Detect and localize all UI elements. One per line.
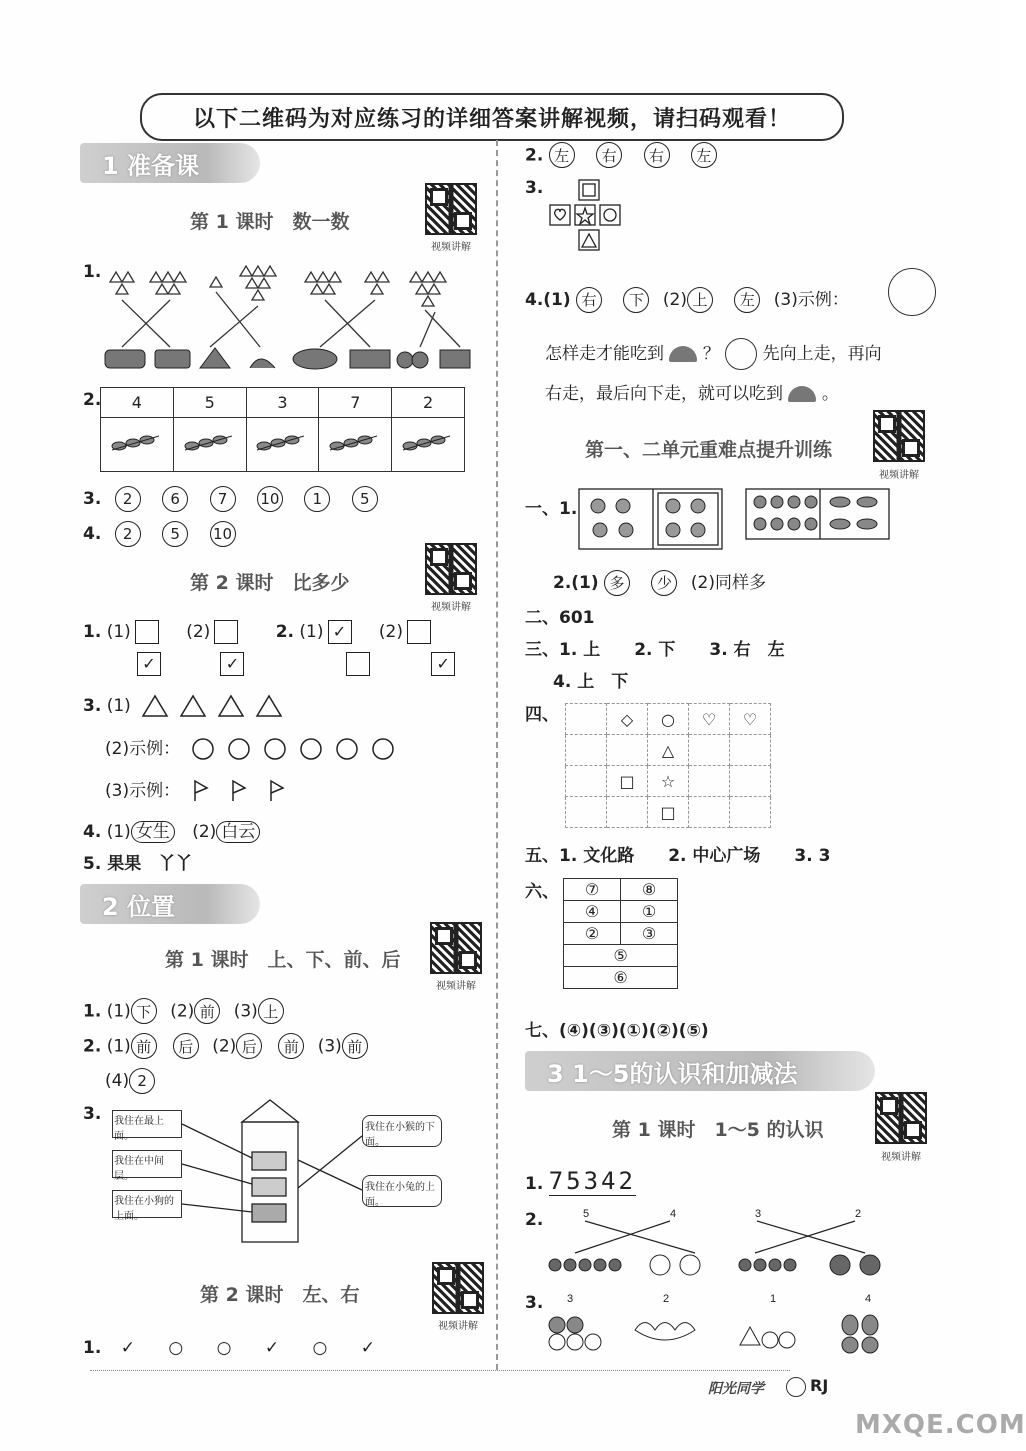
circled-answer: 右 <box>644 142 670 168</box>
answer-row-b4 <box>83 817 260 842</box>
matching-illustration-2 <box>545 1205 895 1280</box>
lesson-title-c1l2: 第 2 课时 比多少 <box>190 572 350 594</box>
position-cell: ⑥ <box>564 967 678 989</box>
part-label: (1) <box>106 1001 131 1022</box>
question-label: 4. <box>83 822 102 842</box>
count-cell: 2 <box>392 388 465 418</box>
circled-answer: 后 <box>236 1033 262 1059</box>
circled-answer: 下 <box>623 287 649 313</box>
question-label: 一、1. <box>525 499 578 519</box>
circled-answer: 前 <box>131 1033 157 1059</box>
circled-answer: 左 <box>734 287 760 313</box>
question-label: 4. <box>83 524 102 544</box>
answer-r4: 三、1. 上 2. 下 3. 右 左 <box>525 640 785 660</box>
position-cell: ③ <box>621 923 678 945</box>
circled-answer: 1 <box>304 486 330 512</box>
part-label: (2) <box>192 822 217 842</box>
circled-answer: 少 <box>651 570 677 596</box>
count-cell: 7 <box>319 388 392 418</box>
circled-answer: 女生 <box>131 821 175 843</box>
shape-grid: ◇ ○ ♡ ♡ △ □ ☆ □ <box>565 703 771 828</box>
answer-row-r1 <box>83 1338 389 1358</box>
circled-answer: 后 <box>173 1033 199 1059</box>
answer-r7: 五、1. 文化路 2. 中心广场 3. 3 <box>525 846 831 866</box>
count-cell: 5 <box>173 388 246 418</box>
circled-answer: 2 <box>129 1068 155 1094</box>
leaf-branch-icon <box>173 418 246 472</box>
circled-answer: 左 <box>691 142 717 168</box>
answer-row-p2-4 <box>105 1068 163 1094</box>
chapter-2-header: 2 位置 <box>80 884 260 924</box>
qr-code-icon[interactable] <box>875 1092 927 1144</box>
part-label: (3) <box>317 1036 342 1057</box>
qr-code-icon[interactable] <box>430 922 482 974</box>
checkbox-checked: ✓ <box>328 620 352 644</box>
circle-mark: ○ <box>312 1338 328 1358</box>
question-label: 1. <box>525 1174 544 1194</box>
circled-answer: 右 <box>596 142 622 168</box>
part-label: (2) <box>186 622 211 642</box>
circled-answer: 多 <box>604 570 630 596</box>
circled-answer: 右 <box>576 287 602 313</box>
speech-bubble: 我住在小猴的下面。 <box>362 1115 442 1147</box>
checkbox-checked: ✓ <box>137 652 161 676</box>
position-cell: ① <box>621 901 678 923</box>
answer-row-b3-3 <box>105 776 306 803</box>
check-mark: ✓ <box>120 1338 135 1358</box>
checkbox-empty <box>135 620 159 644</box>
top-number: 5 <box>583 1208 590 1220</box>
flag-icon-row <box>191 779 301 803</box>
handwritten-digits: 75342 <box>548 1167 636 1195</box>
question-label: 3. <box>83 696 102 716</box>
checkbox-empty <box>214 620 238 644</box>
question-label: 六、 <box>525 882 559 902</box>
qr-code-icon[interactable] <box>432 1262 484 1314</box>
circled-answer: 左 <box>549 142 575 168</box>
answer-row-rq2 <box>525 142 725 168</box>
leaf-branch-icon <box>319 418 392 472</box>
answer-b5: 5. 果果 丫丫 <box>83 854 193 874</box>
circled-answer: 2 <box>115 521 141 547</box>
part-label: (2) <box>378 622 403 642</box>
part-label: (1) <box>106 696 131 716</box>
answer-row-r2 <box>553 568 766 596</box>
question-label: 2. <box>525 145 544 166</box>
top-number: 3 <box>755 1208 762 1220</box>
check-mark: ✓ <box>360 1338 376 1358</box>
triangle-group-icon <box>110 272 134 294</box>
part-label: (1) <box>106 822 131 842</box>
qr-banner: 以下二维码为对应练习的详细答案讲解视频，请扫码观看！ <box>140 93 844 141</box>
question-label: 2. <box>275 622 294 642</box>
leaf-branch-icon <box>392 418 465 472</box>
answer-row-q4 <box>83 521 244 547</box>
cake-icon <box>669 346 697 362</box>
question-label: 2. <box>525 1210 544 1230</box>
circled-answer: 10 <box>210 521 236 547</box>
part-label: (2) <box>212 1036 237 1057</box>
checkbox-checked: ✓ <box>431 652 455 676</box>
question-label: 2.(1) <box>553 573 599 593</box>
circled-answer: 上 <box>687 287 713 313</box>
answer-r9: 七、(④)(③)(①)(②)(⑤) <box>525 1021 709 1041</box>
checkbox-checked: ✓ <box>220 652 244 676</box>
question-label: 2. <box>83 1036 102 1057</box>
circled-answer: 5 <box>162 521 188 547</box>
question-label: 3. <box>83 489 102 509</box>
qr-caption: 视频讲解 <box>881 1152 921 1163</box>
answer-row-rq4 <box>525 285 849 313</box>
circle-icon-row <box>191 737 416 761</box>
answer-row-b1 <box>83 620 435 644</box>
count-table <box>100 387 465 472</box>
check-mark: ✓ <box>264 1338 280 1358</box>
edition-code: RJ <box>810 1376 829 1395</box>
lesson-title-c1l1: 第 1 课时 数一数 <box>190 211 350 233</box>
question-label: 3. <box>525 178 544 198</box>
position-cell: ④ <box>564 901 621 923</box>
answer-r5: 4. 上 下 <box>553 672 629 692</box>
top-number: 4 <box>670 1208 677 1220</box>
position-cell: ⑧ <box>621 879 678 901</box>
answer-text: 。 <box>821 384 839 404</box>
part-label: (4) <box>105 1071 130 1091</box>
cake-icon <box>788 386 816 402</box>
position-cell: ⑤ <box>564 945 678 967</box>
count-cell: 3 <box>246 388 319 418</box>
lesson-title-c2l1: 第 1 课时 上、下、前、后 <box>165 949 401 971</box>
part-label: (1) <box>299 622 324 642</box>
watermark: MXQE.COM <box>855 1410 1026 1440</box>
answer-text: ？ <box>702 344 720 364</box>
speech-bubble: 我住在小狗的上面。 <box>112 1190 182 1218</box>
chapter-3-header: 3 1～5的认识和加减法 <box>525 1051 875 1091</box>
circled-answer: 前 <box>342 1033 368 1059</box>
circled-answer: 前 <box>278 1033 304 1059</box>
question-label: 1. <box>83 622 102 642</box>
circled-answer: 7 <box>210 486 236 512</box>
child-mascot-icon <box>888 268 936 316</box>
answer-text: 怎样走才能吃到 <box>545 344 664 364</box>
answer-row-s1 <box>525 1167 636 1195</box>
part-label: (1) <box>106 1036 131 1057</box>
count-number: 3 <box>567 1293 574 1305</box>
part-label: (2) <box>662 290 687 310</box>
house-matching-illustration <box>180 1100 370 1250</box>
triangle-icon-row <box>141 694 291 718</box>
count-number: 2 <box>663 1293 670 1305</box>
question-label: 4.(1) <box>525 290 571 310</box>
answer-q4-text-line1 <box>545 338 882 370</box>
qr-code-icon[interactable] <box>873 410 925 462</box>
leaf-branch-icon <box>246 418 319 472</box>
question-label: 2. <box>83 390 102 410</box>
qr-caption: 视频讲解 <box>879 470 919 481</box>
speech-bubble: 我住在中间层。 <box>112 1150 182 1178</box>
chapter-1-header: 1 准备课 <box>80 143 260 183</box>
answer-text: (2)同样多 <box>690 573 766 593</box>
qr-caption: 视频讲解 <box>438 1321 478 1332</box>
answer-row-b3-2 <box>105 734 421 761</box>
child-mascot-icon <box>725 338 757 370</box>
circled-answer: 5 <box>352 486 378 512</box>
leaf-branch-icon <box>101 418 174 472</box>
circled-answer: 10 <box>257 486 283 512</box>
question-label: 1. <box>83 1338 102 1358</box>
globe-icon <box>786 1377 806 1397</box>
qr-code-icon[interactable] <box>425 543 477 595</box>
cube-net-diagram <box>548 178 638 258</box>
lesson-title-c3l1: 第 1 课时 1～5 的认识 <box>612 1119 824 1141</box>
answer-row-p2 <box>83 1033 376 1059</box>
counting-illustration <box>545 1290 895 1355</box>
lesson-title-c2l2: 第 2 课时 左、右 <box>200 1284 360 1306</box>
count-number: 1 <box>770 1293 777 1305</box>
question-label: 1. <box>83 1001 102 1022</box>
part-label: (3) <box>233 1001 258 1022</box>
answer-row-p1 <box>83 998 292 1024</box>
question-label: 3. <box>525 1293 544 1313</box>
part-label: (3)示例： <box>105 781 181 801</box>
qr-code-icon[interactable] <box>425 183 477 235</box>
lesson-title-review: 第一、二单元重难点提升训练 <box>585 439 833 461</box>
checkbox-empty <box>346 652 370 676</box>
count-cell: 4 <box>101 388 174 418</box>
classification-box-1 <box>578 488 723 550</box>
top-number: 2 <box>855 1208 862 1220</box>
circled-answer: 白云 <box>216 821 260 843</box>
answer-r3: 二、601 <box>525 608 595 628</box>
footer-rule <box>90 1370 790 1371</box>
question-label: 四、 <box>525 705 559 725</box>
part-label: (2) <box>170 1001 195 1022</box>
answer-text: 右走，最后向下走，就可以吃到 <box>545 384 783 404</box>
qr-caption: 视频讲解 <box>436 981 476 992</box>
position-cell: ⑦ <box>564 879 621 901</box>
speech-bubble: 我住在小兔的上面。 <box>362 1175 442 1207</box>
answer-row-b1-second <box>133 652 459 676</box>
position-table <box>563 878 678 989</box>
circled-answer: 2 <box>115 486 141 512</box>
part-label: (3)示例： <box>773 290 849 310</box>
circled-answer: 下 <box>131 998 157 1024</box>
part-label: (2)示例： <box>105 739 181 759</box>
brand-logo: 阳光同学 <box>708 1381 764 1397</box>
answer-text: 先向上走，再向 <box>762 344 882 364</box>
circled-answer: 前 <box>194 998 220 1024</box>
part-label: (1) <box>106 622 131 642</box>
circle-mark: ○ <box>216 1338 232 1358</box>
speech-bubble: 我住在最上面。 <box>112 1110 182 1138</box>
classification-box-2 <box>745 488 890 540</box>
column-divider <box>496 140 498 1370</box>
answer-row-b3 <box>83 694 296 718</box>
circled-answer: 6 <box>162 486 188 512</box>
count-number: 4 <box>865 1293 872 1305</box>
question-label: 3. <box>83 1104 102 1124</box>
position-cell: ② <box>564 923 621 945</box>
answer-q4-text-line2 <box>545 379 839 404</box>
checkbox-empty <box>407 620 431 644</box>
answer-row-q3 <box>83 486 386 512</box>
question-label: 1. <box>83 262 102 282</box>
circled-answer: 上 <box>258 998 284 1024</box>
circle-mark: ○ <box>168 1338 184 1358</box>
matching-illustration <box>100 262 480 382</box>
qr-caption: 视频讲解 <box>431 602 471 613</box>
qr-caption: 视频讲解 <box>431 242 471 253</box>
